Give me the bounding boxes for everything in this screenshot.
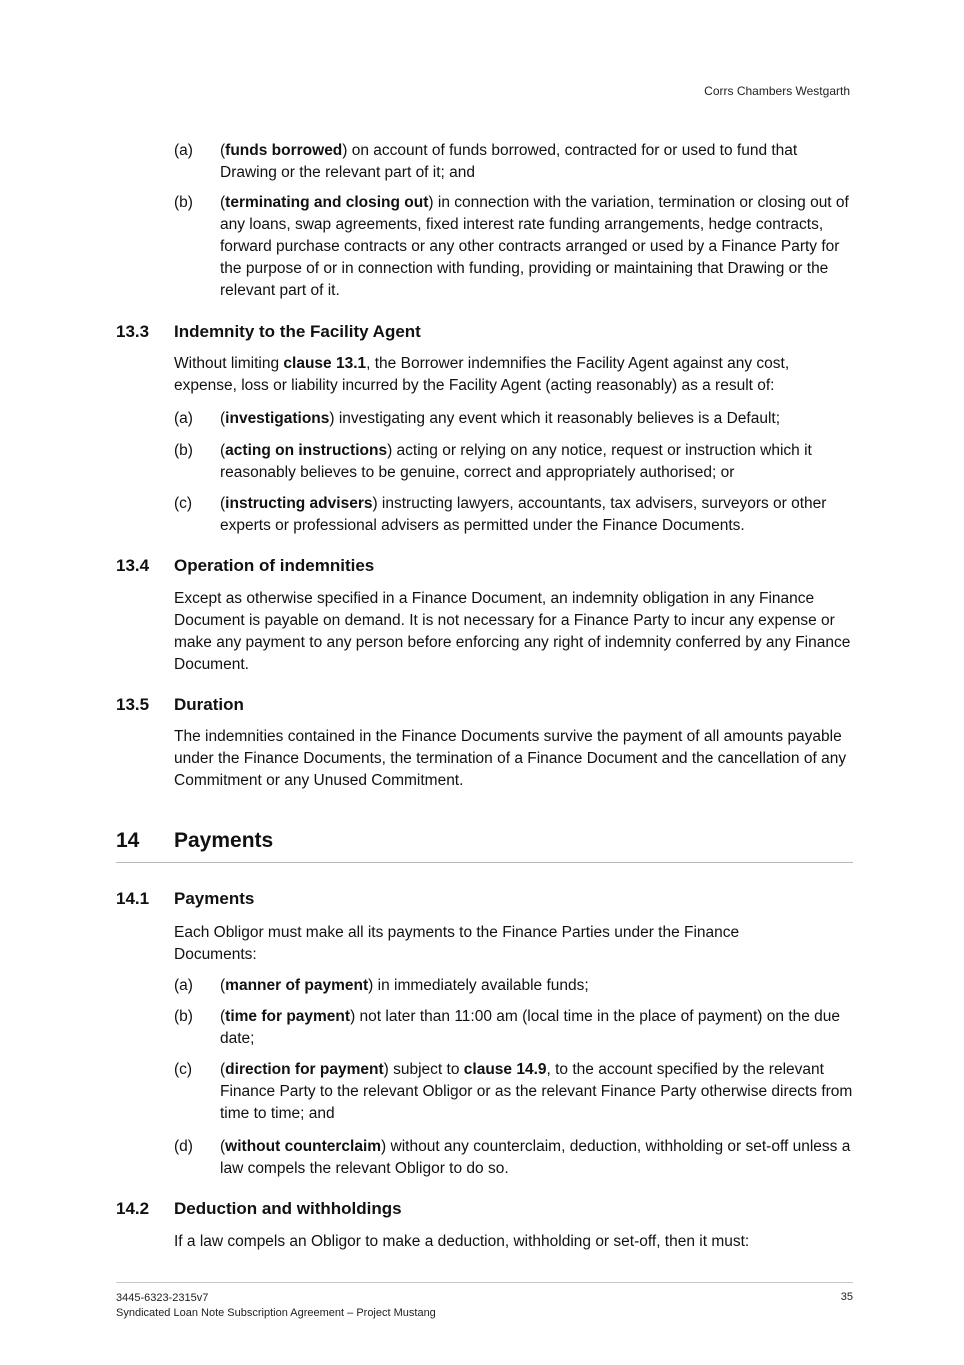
clause-reference: clause 14.9 — [463, 1061, 547, 1078]
document-page: Corrs Chambers Westgarth (a) (funds borrowed) on account of funds borrowed, contracted for or used to fund that Drawing or the relevant part of it; and (b) (terminating and closing out) in connection with the variation, termination or closing out of any loans, swap agreements, fixed interest rate funding arrangements, hedge contracts, forward purchase contracts or any other contracts arranged or used by a Finance Party for the purpose of or in connection with funding, providing or maintaining that Drawing or the relevant part of it. 13.3 Indemnity to the Facility Agent Without limiting clause 13.1, the Borrower indemnifies the Facility Agent against any cost, expense, loss or liability incurred by the Facility Agent (acting reasonably) as a result of: (a) (investigations) investigating any event which it reasonably believes is a Default; (b) (acting on instructions) acting or relying on any notice, request or instruction which it reasonably believes to be genuine, correct and appropriately authorised; or (c) (instructing advisers) instructing lawyers, accountants, tax advisers, surveyors or other experts or professional advisers as permitted under the Finance Documents. 13.4 Operation of indemnities Except as otherwise specified in a Finance Document, an indemnity obligation in any Finance Document is payable on demand. It is not necessary for a Finance Party to incur any expense or make any payment to any person before enforcing any right of indemnity conferred by any Finance Document. 13.5 Duration The indemnities contained in the Finance Documents survive the payment of all amounts payable under the Finance Documents, the termination of a Finance Document and the cancellation of any Commitment or any Unused Commitment. 14 Payments 14.1 Payments Each Obligor must make all its payments to the Finance Parties under the Finance Documents: (a) (manner of payment) in immediately available funds; (b) (time for payment) not later than 11:00 am (local time in the place of payment) on the due date; (c) (direction for payment) subject to clause 14.9, to the account specified by the relevant Finance Party to the relevant Obligor or as the relevant Finance Party otherwise directs from time to time; and (d) (without counterclaim) without any counterclaim, deduction, withholding or set-off unless a law compels the relevant Obligor to do so. 14.2 Deduction and withholdings If a law compels an Obligor to make a deduction, withholding or set-off, then it must: 3445-6323-2315v7 Syndicated Loan Note Subscription Agreement – Project Mustang 35 — [116, 84, 853, 1319]
page-number: 35 — [840, 1291, 853, 1303]
section-body: Except as otherwise specified in a Finance Document, an indemnity obligation in any Finance Document is payable on demand. It is not necessary for a Finance Party to incur any expense or make any payment to any person before enforcing any right of indemnity conferred by any Finance Document. — [174, 590, 851, 673]
item-label: (b) — [174, 194, 193, 211]
header-firm-name: Corrs Chambers Westgarth — [704, 84, 850, 98]
section-body: The indemnities contained in the Finance Documents survive the payment of all amounts payable under the Finance Documents, the termination of a Finance Document and the cancellation of any Commitment or any Unused Commitment. — [174, 728, 847, 789]
section-title: Indemnity to the Facility Agent — [174, 322, 421, 341]
item-heading: terminating and closing out — [225, 194, 429, 211]
footer-divider — [116, 1282, 853, 1283]
footer-doc-id: 3445-6323-2315v7 — [116, 1292, 209, 1304]
item-text: ) on account of funds borrowed, contracted for or used to fund that Drawing or the relevant part of it; and — [220, 142, 798, 181]
section-number: 13.3 — [116, 322, 150, 341]
section-intro: Without limiting clause 13.1, the Borrower indemnifies the Facility Agent against any cost, expense, loss or liability incurred by the Facility Agent (acting reasonably) as a result of: — [174, 355, 790, 394]
item-label: (a) — [174, 142, 193, 159]
section-body: If a law compels an Obligor to make a deduction, withholding or set-off, then it must: — [174, 1233, 750, 1250]
footer-doc-info — [116, 1291, 436, 1321]
item-text: ) in connection with the variation, termination or closing out of any loans, swap agreements, fixed interest rate funding arrangements, hedge contracts, forward purchase contracts or any other contracts arranged or used by a Finance Party for the purpose of or in connection with funding, providing or maintaining that Drawing or the relevant part of it. — [220, 194, 849, 299]
footer-doc-title: Syndicated Loan Note Subscription Agreement – Project Mustang — [116, 1307, 436, 1319]
section-intro: Each Obligor must make all its payments to the Finance Parties under the Finance Documents: — [174, 924, 740, 963]
heading-divider — [116, 862, 853, 863]
item-heading: funds borrowed — [225, 142, 343, 159]
clause-reference: clause 13.1 — [283, 355, 367, 372]
